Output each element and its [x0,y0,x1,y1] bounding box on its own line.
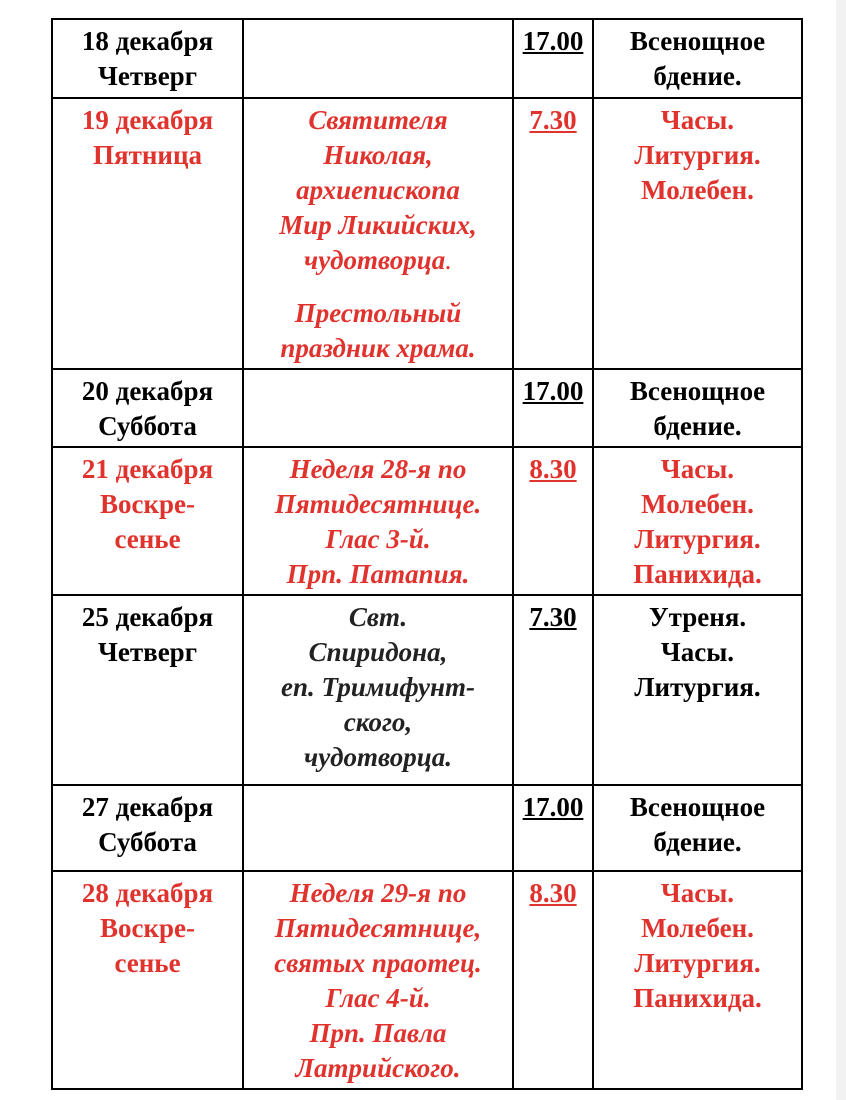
services-cell [593,447,802,595]
service-line: Молебен. [641,913,754,943]
feast-line: Неделя 28-я по [289,454,467,484]
time-cell: 17.00 [513,19,593,98]
date: 18 декабря [81,26,214,56]
date: 28 декабря [81,878,214,908]
services-cell [593,785,802,871]
feast-line: Николая, [323,140,433,170]
date: 21 декабря [81,454,214,484]
feast-cell [243,871,513,1089]
feast-text: чудотворца [304,245,446,275]
weekday: Суббота [98,411,197,441]
feast-line: Престольный [294,298,462,328]
feast-cell [243,785,513,871]
feast-line: еп. Тримифунт- [281,672,475,702]
feast-cell [243,369,513,447]
feast-line: Глас 3-й. [325,524,431,554]
service-line: бдение. [653,411,742,441]
service-line: Часы. [660,878,735,908]
service-line: Панихида. [633,559,762,589]
feast-line: архиепископа [296,175,460,205]
time-cell: 7.30 [513,595,593,785]
service-line: Литургия. [634,140,761,170]
date-cell [52,19,243,98]
feast-cell [243,98,513,369]
service-line: Молебен. [641,175,754,205]
service-line: Часы. [660,637,735,667]
schedule-table [51,18,803,1090]
service-line: Часы. [660,105,735,135]
feast-line: праздник храма. [280,333,476,363]
schedule-row-festal [52,871,802,1089]
service-line: бдение. [653,61,742,91]
time-cell: 17.00 [513,785,593,871]
feast-line: Пятидесятнице, [274,913,482,943]
date: 25 декабря [81,602,214,632]
schedule-row-festal [52,447,802,595]
service-line: Всенощное [629,792,766,822]
services-cell [593,871,802,1089]
feast-line: Пятидесятнице. [274,489,482,519]
feast-line: святых праотец. [274,948,482,978]
feast-line: Святителя [308,105,448,135]
page-edge [836,0,846,1100]
service-line: Всенощное [629,376,766,406]
feast-line: Мир Ликийских, [279,210,477,240]
service-line: Молебен. [641,489,754,519]
date-cell [52,785,243,871]
feast-line: Латрийского. [295,1053,461,1083]
services-cell [593,98,802,369]
feast-cell [243,19,513,98]
service-line: бдение. [653,827,742,857]
time-cell: 17.00 [513,369,593,447]
date-cell [52,447,243,595]
feast-line: Свт. [348,602,408,632]
feast-line: ского, [343,707,413,737]
service-line: Панихида. [633,983,762,1013]
date-cell [52,369,243,447]
services-cell [593,369,802,447]
time-cell: 8.30 [513,871,593,1089]
date: 19 декабря [81,105,214,135]
weekday: Четверг [98,637,197,667]
service-line: Утреня. [648,602,747,632]
schedule-row [52,785,802,871]
service-line: Литургия. [634,524,761,554]
weekday: сенье [114,524,181,554]
service-line: Литургия. [634,948,761,978]
feast-line [248,243,508,278]
time-cell: 7.30 [513,98,593,369]
date-cell [52,871,243,1089]
services-cell [593,19,802,98]
time-cell: 8.30 [513,447,593,595]
weekday: Пятница [92,140,203,170]
schedule-row [52,595,802,785]
weekday: Четверг [98,61,197,91]
feast-line: Прп. Павла [309,1018,447,1048]
date: 27 декабря [81,792,214,822]
weekday: Суббота [98,827,197,857]
weekday: Воскре- [99,489,196,519]
schedule-row-festal [52,98,802,369]
services-cell [593,595,802,785]
weekday: Воскре- [99,913,196,943]
date-cell [52,595,243,785]
schedule-row [52,369,802,447]
service-line: Всенощное [629,26,766,56]
service-line: Литургия. [634,672,761,702]
feast-cell [243,447,513,595]
date-cell [52,98,243,369]
feast-cell [243,595,513,785]
date: 20 декабря [81,376,214,406]
feast-line: чудотворца. [304,742,452,772]
schedule-row [52,19,802,98]
service-line: Часы. [660,454,735,484]
feast-trailing-dot: . [445,245,452,275]
feast-line: Глас 4-й. [325,983,431,1013]
feast-line: Прп. Патапия. [286,559,470,589]
weekday: сенье [114,948,181,978]
feast-line: Неделя 29-я по [289,878,467,908]
feast-line: Спиридона, [308,637,448,667]
